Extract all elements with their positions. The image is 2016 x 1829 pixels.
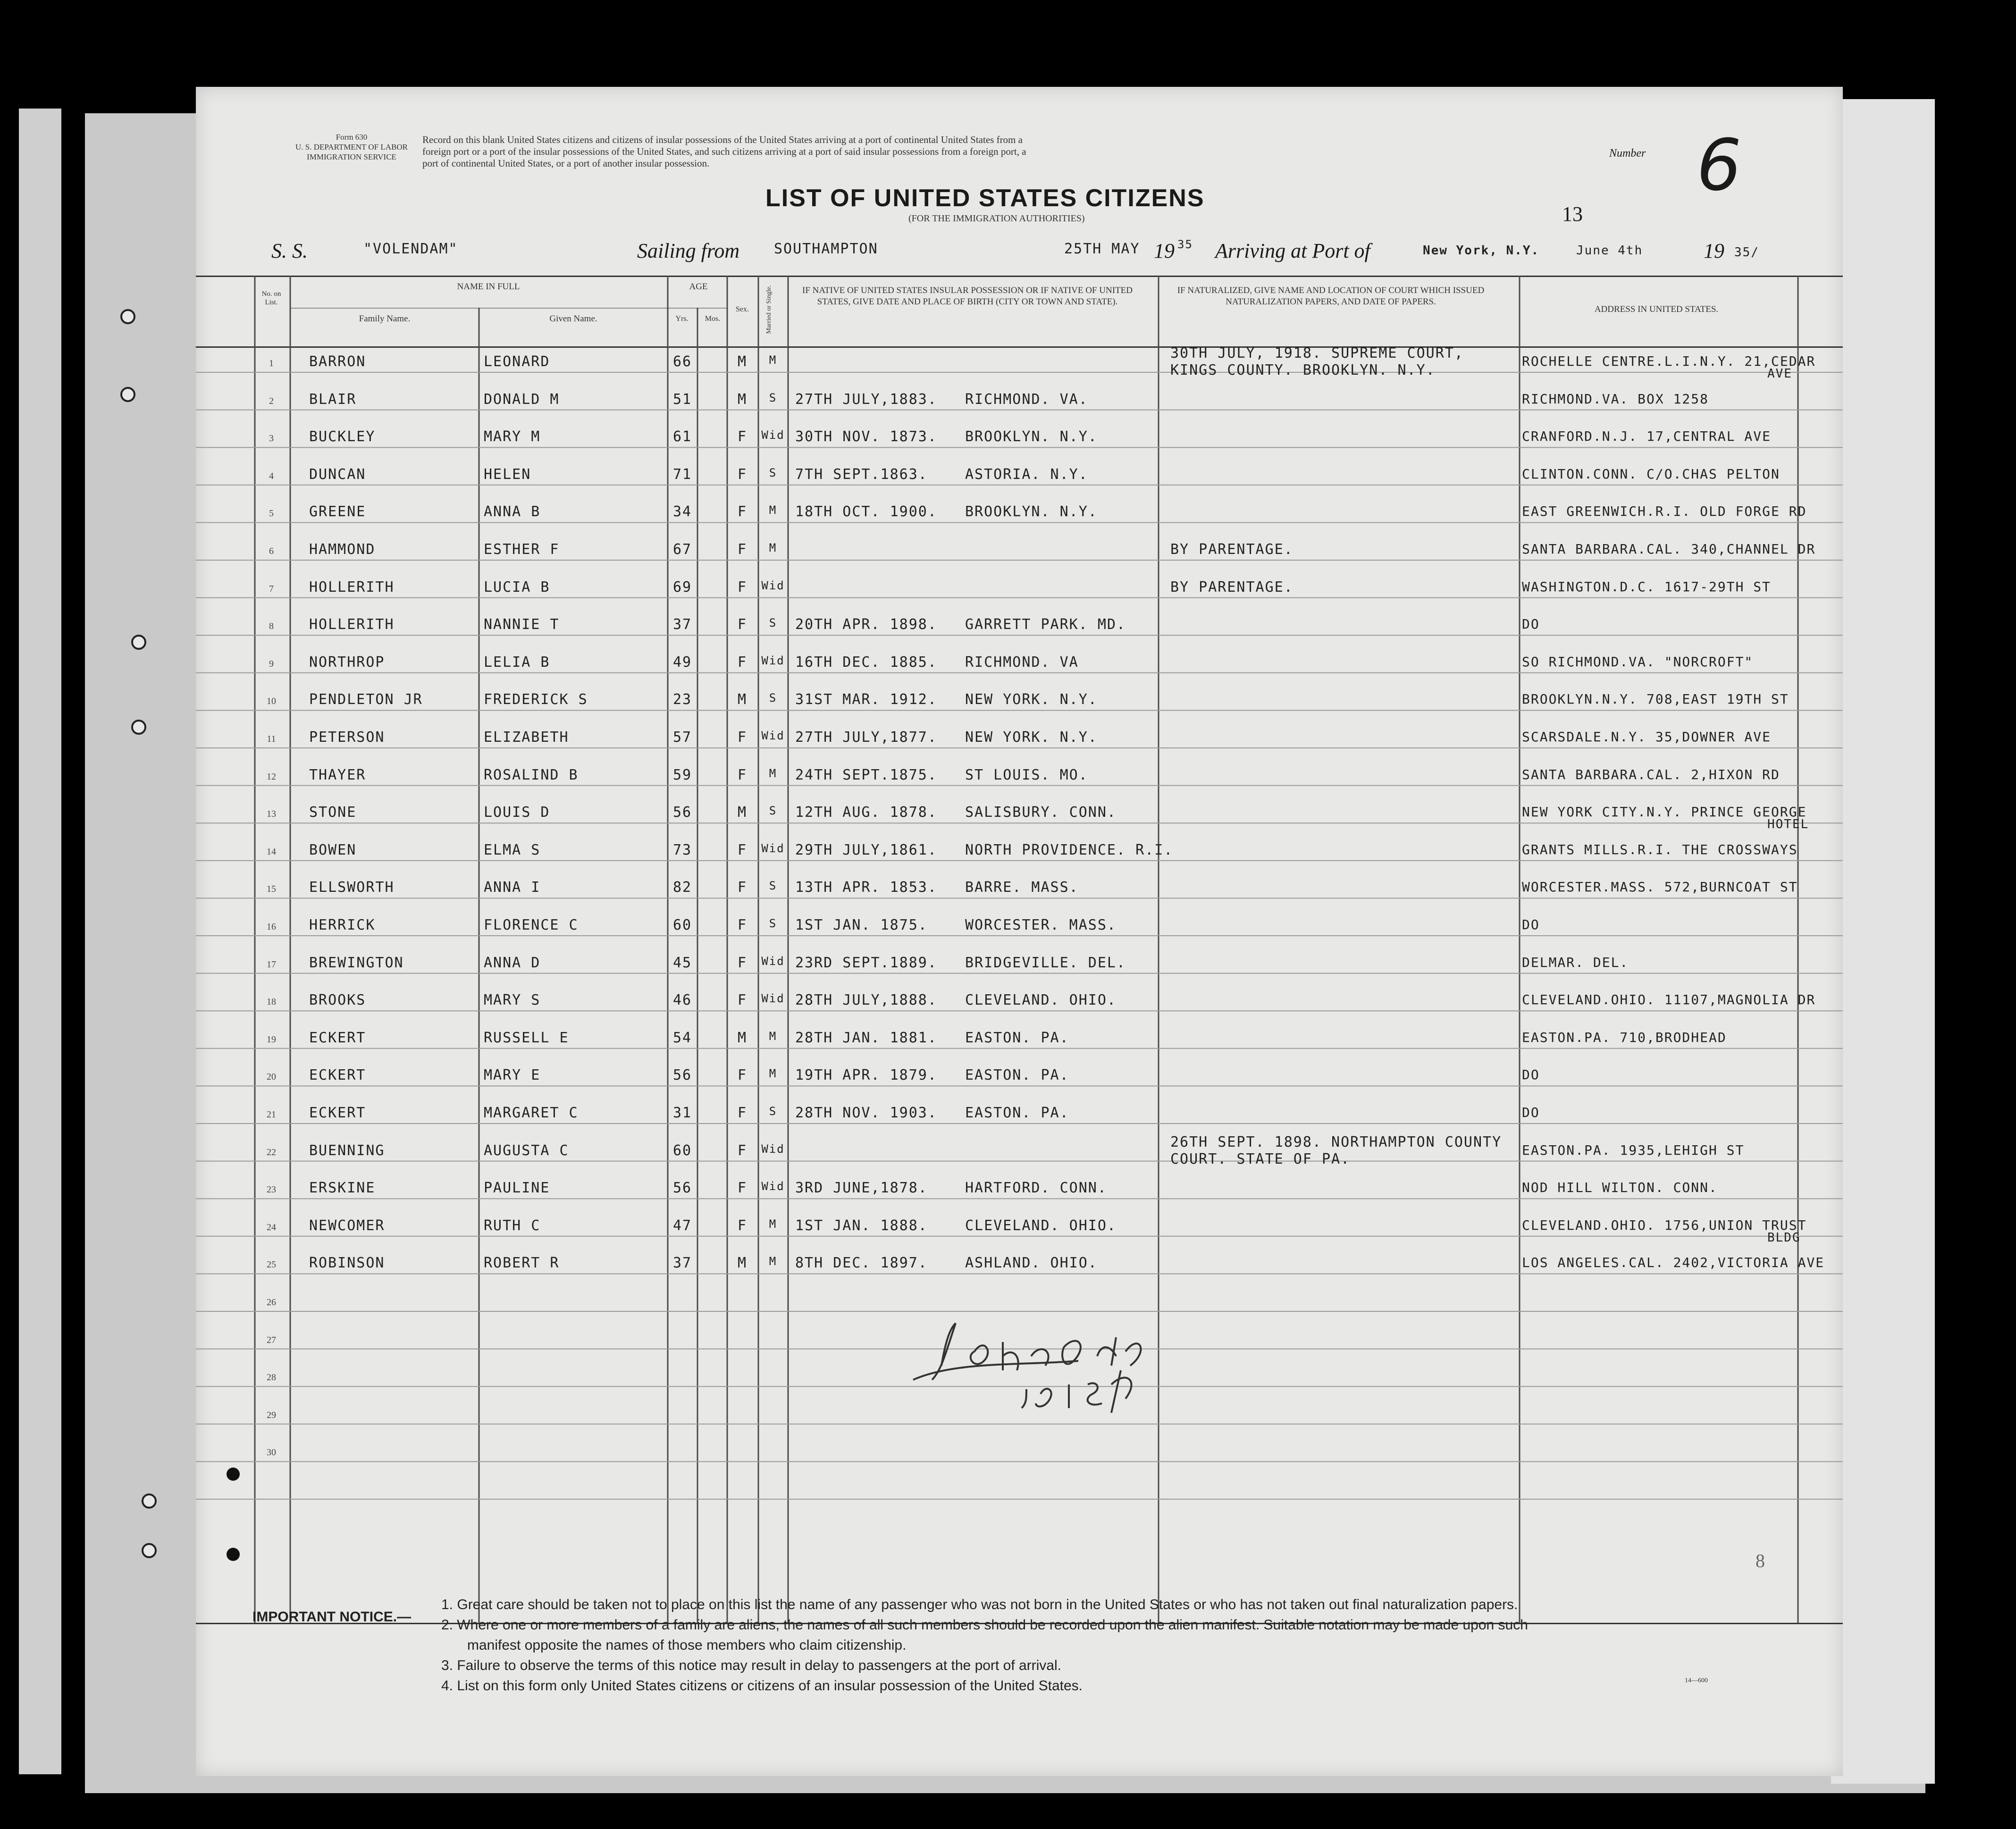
sex: M [737, 1029, 748, 1046]
row-number: 18 [267, 997, 276, 1007]
marital-status: M [769, 503, 777, 517]
marital-status: S [769, 391, 777, 404]
age-years: 31 [672, 1105, 692, 1121]
birth-place: NORTH PROVIDENCE. R.I. [965, 841, 1174, 858]
birth-date: 28TH NOV. 1903. [795, 1105, 937, 1121]
birth-date: 3RD JUNE,1878. [795, 1180, 928, 1197]
birth-place: RICHMOND. VA [965, 654, 1079, 671]
birth-date: 1ST JAN. 1875. [795, 917, 928, 933]
col-no-on-list: No. on List. [261, 290, 281, 306]
service: IMMIGRATION SERVICE [307, 152, 396, 161]
address: DO [1522, 616, 1540, 632]
family-name: STONE [309, 804, 357, 821]
row-number: 2 [269, 395, 274, 406]
birth-place: CLEVELAND. OHIO. [965, 1217, 1117, 1234]
birth-date: 28TH JAN. 1881. [795, 1029, 937, 1046]
sex: F [737, 917, 748, 933]
age-years: 59 [672, 766, 692, 783]
address: SO RICHMOND.VA. "NORCROFT" [1522, 654, 1754, 670]
col-birth: IF NATIVE OF UNITED STATES INSULAR POSSESSION OR IF NATIVE OF UNITED STATES, GIVE DATE AND PLACE OF BIRTH (CITY OR TOWN AND STATE). [802, 285, 1133, 307]
row-number: 25 [267, 1259, 276, 1270]
manifest-form [196, 87, 1843, 1776]
row-number: 1 [269, 358, 274, 369]
number-label: Number [1609, 147, 1646, 159]
col-married-single: Married or Single. [765, 285, 773, 334]
naturalization: 30TH JULY, 1918. SUPREME COURT, [1170, 345, 1464, 361]
family-name: PETERSON [309, 729, 385, 746]
row-number: 6 [269, 546, 274, 556]
birth-date: 1ST JAN. 1888. [795, 1217, 928, 1234]
marital-status: S [769, 466, 777, 479]
age-years: 56 [672, 804, 692, 821]
address: NOD HILL WILTON. CONN. [1522, 1180, 1718, 1196]
row-number: 19 [267, 1034, 276, 1045]
sex: F [737, 1180, 748, 1197]
footer-code: 14—600 [1685, 1677, 1708, 1684]
given-name: ELMA S [484, 841, 541, 858]
given-name: ANNA B [484, 503, 541, 520]
address: SANTA BARBARA.CAL. 340,CHANNEL DR [1522, 541, 1816, 557]
family-name: DUNCAN [309, 466, 366, 483]
birth-place: EASTON. PA. [965, 1029, 1069, 1046]
family-name: ROBINSON [309, 1255, 385, 1272]
binder-hole [131, 635, 146, 650]
given-name: FLORENCE C [484, 917, 579, 933]
birth-place: BRIDGEVILLE. DEL. [965, 954, 1126, 971]
address: SANTA BARBARA.CAL. 2,HIXON RD [1522, 766, 1780, 782]
notice-item-2: 2. Where one or more members of a family are aliens, the names of all such members should be recorded upon the alien manifest. Suitable notation may be made upon such [441, 1617, 1528, 1633]
ship-name: "VOLENDAM" [363, 241, 458, 257]
col-mos: Mos. [705, 315, 721, 323]
marital-status: M [769, 766, 777, 780]
citizen-table [196, 276, 1843, 1630]
given-name: ANNA D [484, 954, 541, 971]
address: SCARSDALE.N.Y. 35,DOWNER AVE [1522, 729, 1772, 745]
form-id-block [295, 132, 408, 162]
sex: F [737, 729, 748, 746]
sex: F [737, 503, 748, 520]
row-number: 13 [267, 809, 276, 820]
birth-place: BROOKLYN. N.Y. [965, 428, 1098, 445]
age-years: 45 [672, 954, 692, 971]
age-years: 56 [672, 1180, 692, 1197]
given-name: ANNA I [484, 879, 541, 896]
row-number: 4 [269, 470, 274, 481]
col-family-name: Family Name. [359, 314, 411, 324]
naturalization: 26TH SEPT. 1898. NORTHAMPTON COUNTY [1170, 1133, 1502, 1150]
col-sex: Sex. [736, 305, 749, 313]
age-years: 56 [672, 1067, 692, 1084]
address: CLINTON.CONN. C/O.CHAS PELTON [1522, 466, 1780, 482]
birth-place: ASHLAND. OHIO. [965, 1255, 1098, 1272]
birth-date: 13TH APR. 1853. [795, 879, 937, 896]
address: DELMAR. DEL. [1522, 954, 1629, 970]
address: WORCESTER.MASS. 572,BURNCOAT ST [1522, 879, 1798, 895]
row-number: 23 [267, 1184, 276, 1195]
sex: M [737, 691, 748, 708]
marital-status: S [769, 691, 777, 705]
address: DO [1522, 1105, 1540, 1120]
col-yrs: Yrs. [675, 315, 689, 323]
address: CRANFORD.N.J. 17,CENTRAL AVE [1522, 428, 1772, 445]
given-name: ROSALIND B [484, 766, 579, 783]
sex: F [737, 992, 748, 1009]
binder-hole [120, 309, 135, 324]
family-name: BOWEN [309, 841, 357, 858]
given-name: ELIZABETH [484, 729, 569, 746]
sex: F [737, 428, 748, 445]
arriving-port: New York, N.Y. [1423, 243, 1540, 258]
row-number: 27 [267, 1334, 276, 1345]
birth-date: 19TH APR. 1879. [795, 1067, 937, 1084]
col-given-name: Given Name. [549, 314, 597, 324]
row-number: 22 [267, 1147, 276, 1158]
marital-status: S [769, 804, 777, 818]
family-name: ECKERT [309, 1067, 366, 1084]
sex: F [737, 1067, 748, 1084]
address: CLEVELAND.OHIO. 11107,MAGNOLIA DR [1522, 992, 1816, 1008]
address: DO [1522, 917, 1540, 932]
sex: F [737, 579, 748, 596]
birth-place: RICHMOND. VA. [965, 391, 1088, 408]
marital-status: M [769, 1255, 777, 1268]
birth-place: SALISBURY. CONN. [965, 804, 1117, 821]
age-years: 54 [672, 1029, 692, 1046]
sex: F [737, 1105, 748, 1121]
sex: F [737, 879, 748, 896]
row-number: 7 [269, 583, 274, 594]
birth-place: ASTORIA. N.Y. [965, 466, 1088, 483]
birth-date: 20TH APR. 1898. [795, 616, 937, 633]
given-name: DONALD M [484, 391, 560, 408]
handwritten-signature [899, 1309, 1163, 1418]
col-age: AGE [689, 282, 708, 292]
family-name: ECKERT [309, 1105, 366, 1121]
sex: F [737, 466, 748, 483]
age-years: 57 [672, 729, 692, 746]
age-years: 60 [672, 1142, 692, 1159]
family-name: HAMMOND [309, 541, 376, 558]
given-name: ROBERT R [484, 1255, 560, 1272]
given-name: LELIA B [484, 654, 550, 671]
instruction-line: foreign port or a port of the insular possessions of the United States, and such citizens arriving at a port of said insular possessions from a foreign port, a [422, 146, 1026, 157]
page-mark: 8 [1756, 1550, 1765, 1571]
sex: F [737, 654, 748, 671]
address: EASTON.PA. 710,BRODHEAD [1522, 1029, 1727, 1045]
row-number: 14 [267, 846, 276, 857]
row-number: 15 [267, 884, 276, 895]
given-name: MARGARET C [484, 1105, 579, 1121]
binder-hole [227, 1468, 240, 1481]
sex: F [737, 766, 748, 783]
row-number: 17 [267, 959, 276, 970]
given-name: MARY E [484, 1067, 541, 1084]
address: RICHMOND.VA. BOX 1258 [1522, 391, 1709, 407]
marital-status: Wid [761, 1142, 785, 1156]
birth-place: HARTFORD. CONN. [965, 1180, 1107, 1197]
marital-status: M [769, 353, 777, 367]
row-number: 29 [267, 1410, 276, 1420]
row-number: 16 [267, 922, 276, 932]
given-name: LUCIA B [484, 579, 550, 596]
department: U. S. DEPARTMENT OF LABOR [295, 143, 408, 151]
arriving-year-prefix: 19 [1704, 239, 1724, 262]
age-years: 69 [672, 579, 692, 596]
family-name: HOLLERITH [309, 616, 395, 633]
family-name: BLAIR [309, 391, 357, 408]
binder-hole [131, 720, 146, 735]
address-cont: HOTEL [1767, 817, 1809, 832]
sailing-year: 35 [1177, 238, 1193, 251]
marital-status: Wid [761, 654, 785, 667]
marital-status: Wid [761, 428, 785, 442]
given-name: RUTH C [484, 1217, 541, 1234]
given-name: AUGUSTA C [484, 1142, 569, 1159]
family-name: BUCKLEY [309, 428, 376, 445]
birth-date: 27TH JULY,1883. [795, 391, 937, 408]
marital-status: S [769, 1105, 777, 1118]
birth-place: NEW YORK. N.Y. [965, 691, 1098, 708]
sex: F [737, 954, 748, 971]
birth-date: 12TH AUG. 1878. [795, 804, 937, 821]
family-name: BROOKS [309, 992, 366, 1009]
marital-status: S [769, 917, 777, 930]
marital-status: Wid [761, 841, 785, 855]
birth-date: 27TH JULY,1877. [795, 729, 937, 746]
sex: F [737, 1217, 748, 1234]
address: NEW YORK CITY.N.Y. PRINCE GEORGE [1522, 804, 1807, 820]
row-number: 20 [267, 1072, 276, 1082]
row-number: 12 [267, 771, 276, 782]
binder-hole [142, 1493, 157, 1509]
given-name: LOUIS D [484, 804, 550, 821]
sailing-label: Sailing from [637, 239, 740, 262]
birth-date: 16TH DEC. 1885. [795, 654, 937, 671]
form-number: Form 630 [336, 133, 368, 142]
given-name: LEONARD [484, 353, 550, 370]
marital-status: S [769, 879, 777, 893]
table-rows [196, 276, 1843, 1630]
sailing-year-prefix: 19 [1154, 239, 1175, 262]
birth-place: ST LOUIS. MO. [965, 766, 1088, 783]
birth-date: 24TH SEPT.1875. [795, 766, 937, 783]
address: WASHINGTON.D.C. 1617-29TH ST [1522, 579, 1772, 595]
given-name: PAULINE [484, 1180, 550, 1197]
given-name: HELEN [484, 466, 531, 483]
family-name: GREENE [309, 503, 366, 520]
birth-place: GARRETT PARK. MD. [965, 616, 1126, 633]
age-years: 47 [672, 1217, 692, 1234]
row-number: 8 [269, 621, 274, 632]
row-number: 10 [267, 696, 276, 707]
list-number: 6 [1697, 125, 1742, 207]
family-name: NEWCOMER [309, 1217, 385, 1234]
sailing-from: SOUTHAMPTON [774, 241, 878, 257]
given-name: MARY M [484, 428, 541, 445]
birth-date: 8TH DEC. 1897. [795, 1255, 928, 1272]
family-name: BREWINGTON [309, 954, 404, 971]
birth-date: 29TH JULY,1861. [795, 841, 937, 858]
birth-place: NEW YORK. N.Y. [965, 729, 1098, 746]
address: BROOKLYN.N.Y. 708,EAST 19TH ST [1522, 691, 1789, 707]
col-naturalized: IF NATURALIZED, GIVE NAME AND LOCATION OF COURT WHICH ISSUED NATURALIZATION PAPERS, AND DATE OF PAPERS. [1177, 285, 1485, 307]
sex: M [737, 391, 748, 408]
col-name-in-full: NAME IN FULL [457, 282, 520, 292]
page-subtitle: (FOR THE IMMIGRATION AUTHORITIES) [908, 213, 1085, 224]
sex: F [737, 541, 748, 558]
birth-date: 23RD SEPT.1889. [795, 954, 937, 971]
naturalization-cont: KINGS COUNTY. BROOKLYN. N.Y. [1170, 362, 1436, 378]
notice-item-2-cont: manifest opposite the names of those members who claim citizenship. [467, 1637, 907, 1653]
birth-place: CLEVELAND. OHIO. [965, 992, 1117, 1009]
age-years: 61 [672, 428, 692, 445]
marital-status: M [769, 1217, 777, 1231]
age-years: 82 [672, 879, 692, 896]
family-name: ECKERT [309, 1029, 366, 1046]
arriving-label: Arriving at Port of [1215, 239, 1370, 262]
row-number: 30 [267, 1447, 276, 1458]
naturalization-cont: COURT. STATE OF PA. [1170, 1150, 1351, 1167]
arriving-date: June 4th [1576, 243, 1643, 258]
instruction-line: Record on this blank United States citizens and citizens of insular possessions of the United States arriving at a port of continental United States from a [422, 134, 1023, 145]
sex: F [737, 841, 748, 858]
row-number: 3 [269, 433, 274, 444]
age-years: 46 [672, 992, 692, 1009]
family-name: HOLLERITH [309, 579, 395, 596]
marital-status: Wid [761, 729, 785, 742]
address: LOS ANGELES.CAL. 2402,VICTORIA AVE [1522, 1255, 1825, 1271]
naturalization: BY PARENTAGE. [1170, 579, 1294, 596]
row-number: 24 [267, 1222, 276, 1233]
page-title: LIST OF UNITED STATES CITIZENS [765, 185, 1205, 212]
family-name: HERRICK [309, 917, 376, 933]
edge-sheet [1831, 99, 1935, 1784]
col-address: ADDRESS IN UNITED STATES. [1594, 304, 1719, 314]
age-years: 51 [672, 391, 692, 408]
address: EAST GREENWICH.R.I. OLD FORGE RD [1522, 503, 1807, 520]
age-years: 49 [672, 654, 692, 671]
notice-item-1: 1. Great care should be taken not to place on this list the name of any passenger who was not born in the United States or who has not taken out final naturalization papers. [441, 1597, 1518, 1612]
birth-date: 7TH SEPT.1863. [795, 466, 928, 483]
row-number: 5 [269, 508, 274, 519]
birth-date: 31ST MAR. 1912. [795, 691, 937, 708]
instruction-line: port of continental United States, or a port of another insular possession. [422, 158, 710, 169]
sex: M [737, 1255, 748, 1272]
row-number: 26 [267, 1297, 276, 1308]
notice-item-4: 4. List on this form only United States citizens or citizens of an insular possession of the United States. [441, 1678, 1083, 1694]
sex: F [737, 616, 748, 633]
marital-status: M [769, 541, 777, 554]
age-years: 37 [672, 1255, 692, 1272]
birth-date: 18TH OCT. 1900. [795, 503, 937, 520]
given-name: RUSSELL E [484, 1029, 569, 1046]
address-cont: BLDG [1767, 1230, 1801, 1245]
address-cont: AVE [1767, 367, 1792, 381]
address: ROCHELLE CENTRE.L.I.N.Y. 21,CEDAR [1522, 353, 1816, 369]
birth-place: BARRE. MASS. [965, 879, 1079, 896]
birth-date: 30TH NOV. 1873. [795, 428, 937, 445]
row-number: 11 [267, 734, 276, 744]
address: GRANTS MILLS.R.I. THE CROSSWAYS [1522, 841, 1798, 857]
binder-hole [120, 387, 135, 402]
age-years: 23 [672, 691, 692, 708]
sailing-date: 25TH MAY [1064, 241, 1140, 257]
marital-status: Wid [761, 992, 785, 1006]
ship-label: S. S. [271, 239, 308, 262]
age-years: 73 [672, 841, 692, 858]
marital-status: S [769, 616, 777, 630]
marital-status: Wid [761, 579, 785, 592]
family-name: ERSKINE [309, 1180, 376, 1197]
arriving-year: 35/ [1734, 245, 1759, 260]
row-number: 21 [267, 1109, 276, 1120]
given-name: MARY S [484, 992, 541, 1009]
birth-place: EASTON. PA. [965, 1105, 1069, 1121]
age-years: 60 [672, 917, 692, 933]
marital-status: M [769, 1067, 777, 1081]
notice-heading: IMPORTANT NOTICE.— [252, 1609, 412, 1625]
family-name: PENDLETON JR [309, 691, 423, 708]
sheet-count: 13 [1562, 202, 1583, 226]
birth-place: WORCESTER. MASS. [965, 917, 1117, 933]
family-name: BUENNING [309, 1142, 385, 1159]
sex: M [737, 353, 748, 370]
address: DO [1522, 1067, 1540, 1083]
marital-status: M [769, 1029, 777, 1043]
birth-place: BROOKLYN. N.Y. [965, 503, 1098, 520]
row-number: 28 [267, 1372, 276, 1383]
given-name: FREDERICK S [484, 691, 588, 708]
address: EASTON.PA. 1935,LEHIGH ST [1522, 1142, 1745, 1158]
binder-spine [19, 109, 61, 1774]
given-name: ESTHER F [484, 541, 560, 558]
sex: M [737, 804, 748, 821]
sex: F [737, 1142, 748, 1159]
notice-item-3: 3. Failure to observe the terms of this notice may result in delay to passengers at the port of arrival. [441, 1658, 1061, 1673]
age-years: 34 [672, 503, 692, 520]
family-name: THAYER [309, 766, 366, 783]
binder-hole [227, 1548, 240, 1561]
address: CLEVELAND.OHIO. 1756,UNION TRUST [1522, 1217, 1807, 1233]
row-number: 9 [269, 658, 274, 669]
instructions [422, 134, 1026, 169]
family-name: BARRON [309, 353, 366, 370]
naturalization: BY PARENTAGE. [1170, 541, 1294, 558]
marital-status: Wid [761, 954, 785, 968]
given-name: NANNIE T [484, 616, 560, 633]
family-name: NORTHROP [309, 654, 385, 671]
age-years: 66 [672, 353, 692, 370]
marital-status: Wid [761, 1180, 785, 1193]
birth-place: EASTON. PA. [965, 1067, 1069, 1084]
birth-date: 28TH JULY,1888. [795, 992, 937, 1009]
age-years: 71 [672, 466, 692, 483]
binder-hole [142, 1543, 157, 1558]
family-name: ELLSWORTH [309, 879, 395, 896]
age-years: 37 [672, 616, 692, 633]
age-years: 67 [672, 541, 692, 558]
